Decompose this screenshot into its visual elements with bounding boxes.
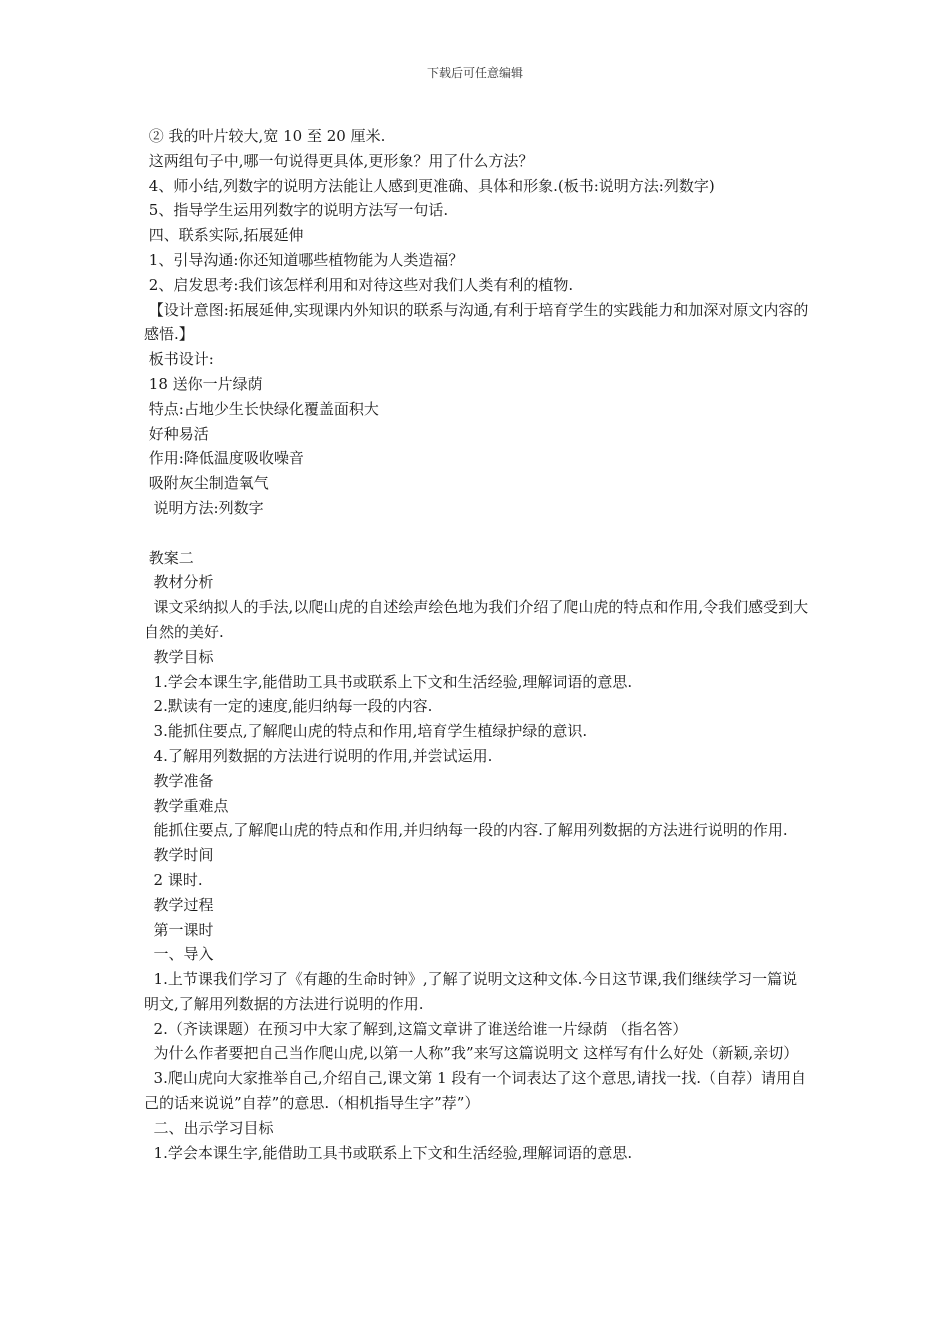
text-line: 1.上节课我们学习了《有趣的生命时钟》,了解了说明文这种文体.今日这节课,我们继续学习一篇说明文,了解用列数据的方法进行说明的作用. — [144, 970, 798, 1013]
section-heading: 二、出示学习目标 — [144, 1118, 274, 1137]
section-heading: 四、联系实际,拓展延伸 — [144, 226, 304, 245]
text-line: ② 我的叶片较大,宽 10 至 20 厘米. — [144, 127, 386, 145]
text-line: 吸附灰尘制造氧气 — [144, 474, 269, 493]
text-line: 能抓住要点,了解爬山虎的特点和作用,并归纳每一段的内容.了解用列数据的方法进行说明的作用. — [144, 821, 788, 840]
text-line: 1、引导沟通:你还知道哪些植物能为人类造福？ — [144, 250, 464, 269]
text-line: 这两组句子中,哪一句说得更具体,更形象？用了什么方法？ — [144, 151, 534, 170]
document-body — [144, 124, 809, 1165]
text-line: 18 送你一片绿荫 — [144, 374, 263, 393]
text-line: 课文采纳拟人的手法,以爬山虎的自述绘声绘色地为我们介绍了爬山虎的特点和作用,令我们感受到大自然的美好. — [144, 598, 809, 641]
text-line: 2.（齐读课题）在预习中大家了解到,这篇文章讲了谁送给谁一片绿荫 （指名答） — [144, 1019, 688, 1038]
text-line: 2 课时. — [144, 870, 203, 889]
text-line: 2.默读有一定的速度,能归纳每一段的内容. — [144, 697, 433, 716]
text-line: 特点:占地少生长快绿化覆盖面积大 — [144, 399, 379, 418]
section-heading: 板书设计: — [144, 350, 214, 369]
section-heading: 教学目标 — [144, 647, 214, 666]
text-line: 4、师小结,列数字的说明方法能让人感到更准确、具体和形象.(板书:说明方法:列数字) — [144, 176, 715, 195]
text-line: 说明方法:列数字 — [144, 498, 264, 517]
text-line: 为什么作者要把自己当作爬山虎,以第一人称”我”来写这篇说明文 这样写有什么好处（新颖,亲切） — [144, 1044, 799, 1063]
text-line: 5、指导学生运用列数字的说明方法写一句话. — [144, 201, 449, 220]
section-heading: 教学准备 — [144, 771, 214, 790]
text-line: 好种易活 — [144, 424, 209, 443]
text-line: 1.学会本课生字,能借助工具书或联系上下文和生活经验,理解词语的意思. — [144, 672, 633, 691]
text-line: 2、启发思考:我们该怎样利用和对待这些对我们人类有利的植物. — [144, 275, 574, 294]
section-heading: 教案二 — [144, 548, 194, 567]
text-line: 4.了解用列数据的方法进行说明的作用,并尝试运用. — [144, 746, 493, 765]
page-header: 下载后可任意编辑 — [426, 66, 523, 80]
blank-line — [144, 521, 809, 546]
section-heading: 第一课时 — [144, 920, 214, 939]
section-heading: 教学重难点 — [144, 796, 229, 815]
text-line: 作用:降低温度吸收噪音 — [144, 449, 304, 468]
section-heading: 教学时间 — [144, 846, 214, 865]
section-heading: 教材分析 — [144, 573, 214, 592]
text-line: 1.学会本课生字,能借助工具书或联系上下文和生活经验,理解词语的意思. — [144, 1143, 633, 1162]
text-line: 3.爬山虎向大家推举自己,介绍自己,课文第 1 段有一个词表达了这个意思,请找一找.（自荐）请用自己的话来说说”自荐”的意思.（相机指导生字”荐”） — [144, 1069, 807, 1113]
section-heading: 教学过程 — [144, 895, 214, 914]
text-line: 3.能抓住要点,了解爬山虎的特点和作用,培育学生植绿护绿的意识. — [144, 722, 588, 741]
design-intent-note: 【设计意图:拓展延伸,实现课内外知识的联系与沟通,有利于培育学生的实践能力和加深对原文内容的感悟.】 — [144, 300, 809, 344]
section-heading: 一、导入 — [144, 945, 214, 964]
